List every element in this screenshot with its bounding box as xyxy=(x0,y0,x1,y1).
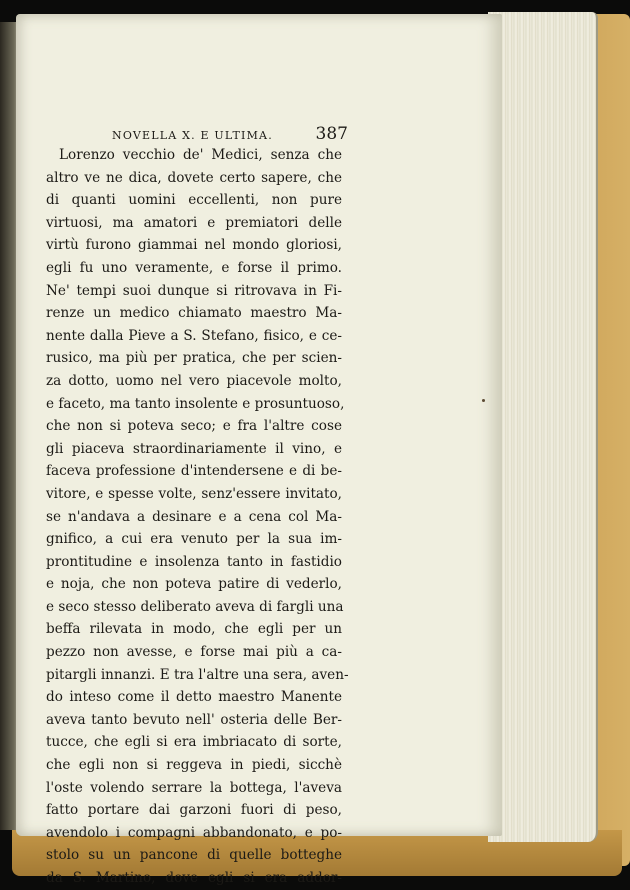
text-line: avendolo i compagni abbandonato, e po- xyxy=(46,824,342,841)
text-line: di quanti uomini eccellenti, non pure xyxy=(46,192,342,209)
text-line: fatto portare dai garzoni fuori di peso, xyxy=(46,802,342,819)
text-line: stolo su un pancone di quelle botteghe xyxy=(46,847,342,864)
text-line: che egli non si reggeva in piedi, sicchè xyxy=(46,757,342,774)
text-line: gli piaceva straordinariamente il vino, e xyxy=(46,440,342,457)
text-line: prontitudine e insolenza tanto in fastidio xyxy=(46,553,342,570)
paper-speck xyxy=(482,399,485,402)
text-line: za dotto, uomo nel vero piacevole molto, xyxy=(46,372,342,389)
text-line: rusico, ma più per pratica, che per scien- xyxy=(46,350,342,367)
text-line: aveva tanto bevuto nell' osteria delle Ber- xyxy=(46,711,342,728)
text-line: da S. Martino, dove egli si era addor- xyxy=(46,870,342,886)
text-line: faceva professione d'intendersene e di be- xyxy=(46,463,342,480)
text-line: se n'andava a desinare e a cena col Ma- xyxy=(46,508,342,525)
text-line: virtù furono giammai nel mondo gloriosi, xyxy=(46,237,342,254)
text-line: Lorenzo vecchio de' Medici, senza che xyxy=(59,147,342,163)
text-line: che non si poteva seco; e fra l'altre cose xyxy=(46,418,342,435)
text-line: e noja, che non poteva patire di vederlo, xyxy=(46,576,342,593)
page-header xyxy=(112,124,348,144)
text-line: Ne' tempi suoi dunque si ritrovava in Fi- xyxy=(46,282,342,299)
text-line: do inteso come il detto maestro Manente xyxy=(46,689,342,706)
text-line: e seco stesso deliberato aveva di fargli una xyxy=(46,598,344,615)
text-line: renze un medico chiamato maestro Ma- xyxy=(46,305,342,322)
text-line: altro ve ne dica, dovete certo sapere, che xyxy=(46,169,342,186)
running-head: NOVELLA X. E ULTIMA. xyxy=(112,129,273,142)
text-line: vitore, e spesse volte, senz'essere invitato, xyxy=(46,485,342,502)
body-text xyxy=(46,144,349,890)
text-line: e faceto, ma tanto insolente e prosuntuoso, xyxy=(46,395,345,412)
text-line: beffa rilevata in modo, che egli per un xyxy=(46,621,342,638)
text-line: nente dalla Pieve a S. Stefano, fisico, e ce- xyxy=(46,327,342,344)
text-line: pezzo non avesse, e forse mai più a ca- xyxy=(46,644,342,661)
text-line: tucce, che egli si era imbriacato di sorte, xyxy=(46,734,342,751)
text-line: pitargli innanzi. E tra l'altre una sera, aven- xyxy=(46,666,349,683)
page-number: 387 xyxy=(315,124,348,144)
text-line: l'oste volendo serrare la bottega, l'aveva xyxy=(46,779,342,796)
text-line: virtuosi, ma amatori e premiatori delle xyxy=(46,214,342,231)
text-line: gnifico, a cui era venuto per la sua im- xyxy=(46,531,342,548)
text-line: egli fu uno veramente, e forse il primo. xyxy=(46,259,342,276)
page-stack xyxy=(488,12,598,842)
